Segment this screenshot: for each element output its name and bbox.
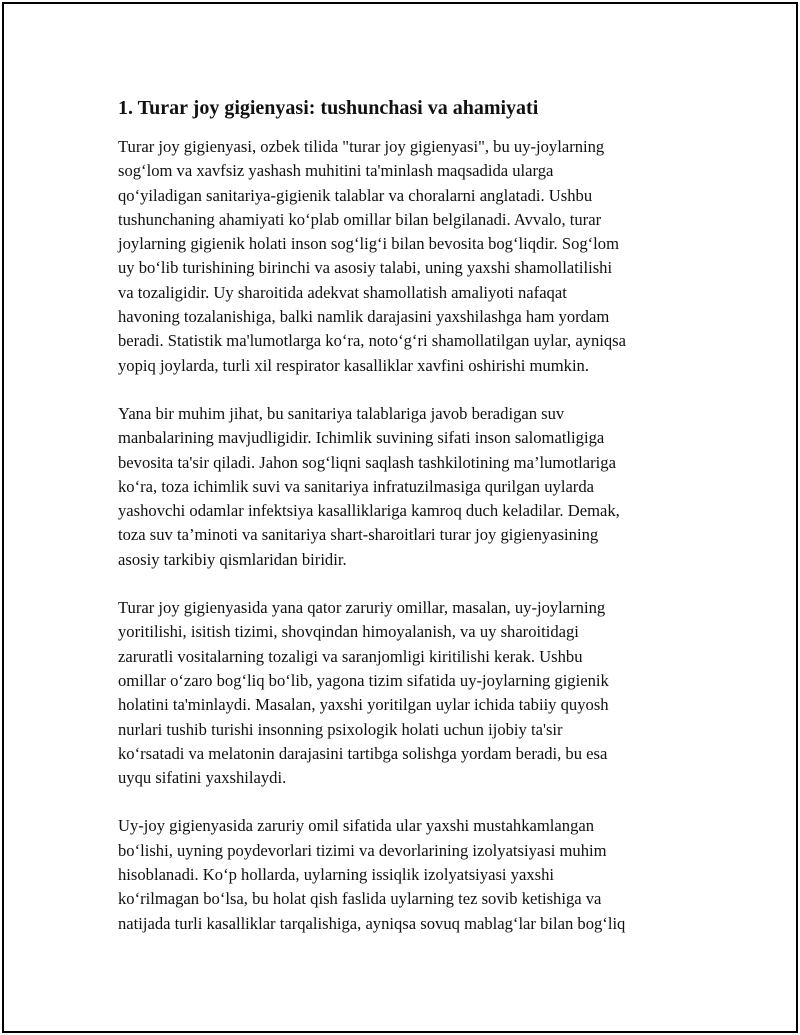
- text-line: ko‘rilmagan bo‘lsa, bu holat qish faslida uylarning tez sovib ketishiga va: [118, 889, 602, 909]
- text-line: zaruratli vositalarning tozaligi va saranjomligi kiritilishi kerak. Ushbu: [118, 646, 583, 666]
- text-line: joylarning gigienik holati inson sog‘lig‘i bilan bevosita bog‘liqdir. Sog‘lom: [118, 234, 619, 254]
- text-line: yashovchi odamlar infektsiya kasalliklariga kamroq duch keladilar. Demak,: [118, 501, 620, 521]
- text-line: holatini ta'minlaydi. Masalan, yaxshi yoritilgan uylar ichida tabiiy quyosh: [118, 695, 609, 715]
- paragraph-3: [118, 596, 688, 790]
- text-line: Turar joy gigienyasida yana qator zaruriy omillar, masalan, uy-joylarning: [118, 598, 606, 618]
- paragraph-1: [118, 135, 688, 378]
- text-line: toza suv ta’minoti va sanitariya shart-sharoitlari turar joy gigienyasining: [118, 525, 599, 545]
- text-line: asosiy tarkibiy qismlaridan biridir.: [118, 549, 347, 569]
- text-line: va tozaligidir. Uy sharoitida adekvat shamollatish amaliyoti nafaqat: [118, 282, 567, 302]
- text-line: qo‘yiladigan sanitariya-gigienik talablar va choralarni anglatadi. Ushbu: [118, 185, 593, 205]
- document-body: [118, 94, 688, 960]
- text-line: manbalarining mavjudligidir. Ichimlik suvining sifati inson salomatligiga: [118, 428, 605, 448]
- text-line: Turar joy gigienyasi, ozbek tilida "turar joy gigienyasi", bu uy-joylarning: [118, 137, 605, 156]
- text-line: hisoblanadi. Ko‘p hollarda, uylarning issiqlik izolyatsiyasi yaxshi: [118, 865, 554, 885]
- section-heading: 1. Turar joy gigienyasi: tushunchasi va ahamiyati: [118, 97, 539, 119]
- text-line: uy bo‘lib turishining birinchi va asosiy talabi, uning yaxshi shamollatilishi: [118, 258, 613, 278]
- text-line: beradi. Statistik ma'lumotlarga ko‘ra, noto‘g‘ri shamollatilgan uylar, ayniqsa: [118, 331, 627, 351]
- paragraph-4: [118, 814, 688, 935]
- text-line: havoning tozalanishiga, balki namlik darajasini yaxshilashga ham yordam: [118, 307, 610, 327]
- text-line: Yana bir muhim jihat, bu sanitariya talablariga javob beradigan suv: [118, 403, 565, 423]
- text-line: sog‘lom va xavfsiz yashash muhitini ta'minlash maqsadida ularga: [118, 161, 554, 181]
- text-line: Uy-joy gigienyasida zaruriy omil sifatida ular yaxshi mustahkamlangan: [118, 816, 595, 836]
- text-line: omillar o‘zaro bog‘liq bo‘lib, yagona tizim sifatida uy-joylarning gigienik: [118, 670, 609, 690]
- text-line: bo‘lishi, uyning poydevorlari tizimi va devorlarining izolyatsiyasi muhim: [118, 840, 607, 860]
- text-line: nurlari tushib turishi insonning psixologik holati uchun ijobiy ta'sir: [118, 719, 563, 739]
- text-line: yopiq joylarda, turli xil respirator kasalliklar xavfini oshirishi mumkin.: [118, 355, 589, 375]
- text-line: yoritilishi, isitish tizimi, shovqindan himoyalanish, va uy sharoitidagi: [118, 622, 579, 642]
- text-line: natijada turli kasalliklar tarqalishiga, ayniqsa sovuq mablag‘lar bilan bog‘liq: [118, 913, 626, 933]
- text-line: ko‘rsatadi va melatonin darajasini tartibga solishga yordam beradi, bu esa: [118, 743, 608, 763]
- text-line: ko‘ra, toza ichimlik suvi va sanitariya infratuzilmasiga qurilgan uylarda: [118, 476, 594, 496]
- text-line: uyqu sifatini yaxshilaydi.: [118, 768, 287, 788]
- paragraph-2: [118, 402, 688, 572]
- text-line: tushunchaning ahamiyati ko‘plab omillar bilan belgilanadi. Avvalo, turar: [118, 209, 602, 229]
- text-line: bevosita ta'sir qiladi. Jahon sog‘liqni saqlash tashkilotining ma’lumotlariga: [118, 452, 616, 472]
